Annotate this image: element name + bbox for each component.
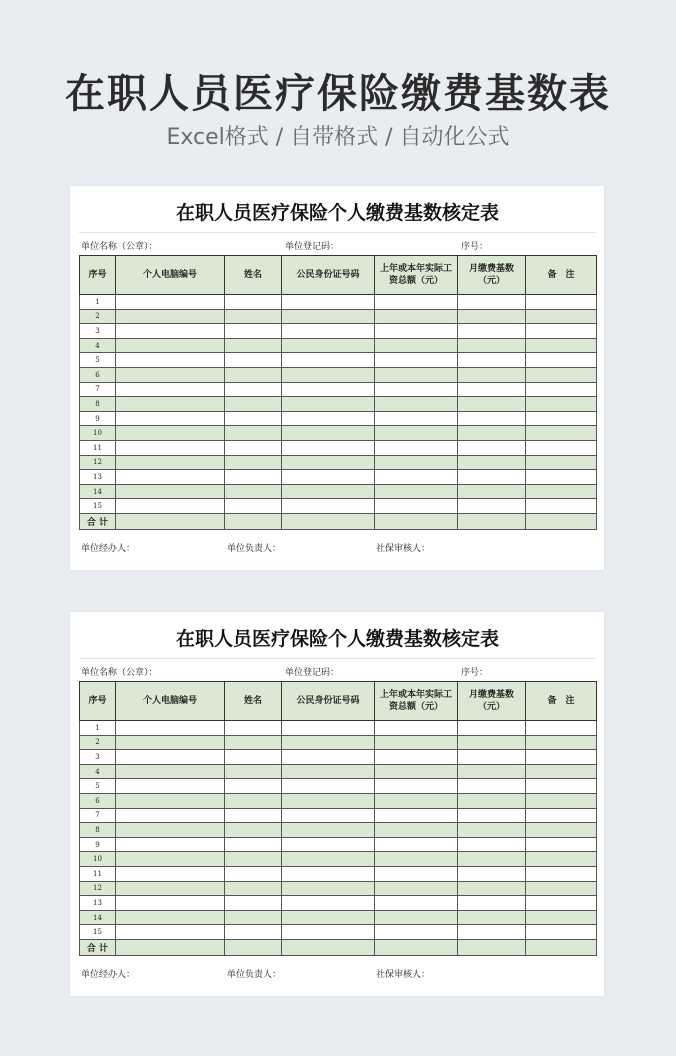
row-number-cell: 6 bbox=[80, 793, 116, 808]
table-row bbox=[80, 866, 597, 881]
row-number-cell: 6 bbox=[80, 367, 116, 382]
row-number-cell: 15 bbox=[80, 925, 116, 940]
table-cell[interactable] bbox=[458, 808, 526, 823]
table-cell[interactable] bbox=[458, 367, 526, 382]
row-number-cell: 12 bbox=[80, 881, 116, 896]
table-cell[interactable] bbox=[458, 866, 526, 881]
row-number-cell: 15 bbox=[80, 499, 116, 514]
table-row bbox=[80, 721, 597, 736]
table-row bbox=[80, 484, 597, 499]
data-table bbox=[79, 681, 597, 956]
total-cell[interactable] bbox=[116, 513, 225, 529]
total-cell[interactable] bbox=[116, 939, 225, 955]
table-cell[interactable] bbox=[282, 397, 375, 412]
table-cell[interactable] bbox=[225, 397, 282, 412]
table-cell[interactable] bbox=[282, 309, 375, 324]
table-cell[interactable] bbox=[458, 896, 526, 911]
table-cell[interactable] bbox=[375, 735, 458, 750]
table-cell[interactable] bbox=[116, 324, 225, 339]
row-number-cell: 5 bbox=[80, 779, 116, 794]
table-row bbox=[80, 455, 597, 470]
table-row bbox=[80, 764, 597, 779]
table-cell[interactable] bbox=[225, 852, 282, 867]
table-cell[interactable] bbox=[526, 309, 597, 324]
table-cell[interactable] bbox=[225, 925, 282, 940]
table-cell[interactable] bbox=[225, 793, 282, 808]
table-cell[interactable] bbox=[458, 484, 526, 499]
sheet-preview-1 bbox=[70, 186, 604, 570]
table-cell[interactable] bbox=[526, 499, 597, 514]
table-cell[interactable] bbox=[375, 324, 458, 339]
table-cell[interactable] bbox=[116, 750, 225, 765]
table-cell[interactable] bbox=[116, 382, 225, 397]
row-number-cell: 13 bbox=[80, 896, 116, 911]
table-cell[interactable] bbox=[458, 309, 526, 324]
table-cell[interactable] bbox=[282, 324, 375, 339]
table-cell[interactable] bbox=[282, 721, 375, 736]
table-cell[interactable] bbox=[225, 338, 282, 353]
total-label: 合 计 bbox=[80, 513, 116, 529]
table-row bbox=[80, 925, 597, 940]
table-cell[interactable] bbox=[375, 499, 458, 514]
table-cell[interactable] bbox=[458, 779, 526, 794]
table-cell[interactable] bbox=[116, 499, 225, 514]
table-cell[interactable] bbox=[116, 779, 225, 794]
table-row bbox=[80, 382, 597, 397]
table-row bbox=[80, 881, 597, 896]
table-cell[interactable] bbox=[225, 324, 282, 339]
table-cell[interactable] bbox=[116, 295, 225, 310]
table-cell[interactable] bbox=[526, 764, 597, 779]
table-cell[interactable] bbox=[375, 925, 458, 940]
unit-name-label: 单位名称（公章）： bbox=[81, 242, 158, 252]
table-cell[interactable] bbox=[458, 910, 526, 925]
signature-row bbox=[79, 956, 596, 986]
auditor-label: 社保审核人： bbox=[376, 543, 431, 554]
table-cell[interactable] bbox=[116, 411, 225, 426]
total-cell[interactable] bbox=[375, 939, 458, 955]
table-cell[interactable] bbox=[526, 837, 597, 852]
table-cell[interactable] bbox=[458, 324, 526, 339]
table-row bbox=[80, 324, 597, 339]
table-row bbox=[80, 411, 597, 426]
table-cell[interactable] bbox=[282, 455, 375, 470]
table-cell[interactable] bbox=[526, 338, 597, 353]
row-number-cell: 1 bbox=[80, 721, 116, 736]
table-cell[interactable] bbox=[526, 852, 597, 867]
table-cell[interactable] bbox=[375, 338, 458, 353]
col-header: 个人电脑编号 bbox=[116, 256, 225, 295]
table-cell[interactable] bbox=[116, 808, 225, 823]
table-cell[interactable] bbox=[526, 896, 597, 911]
table-cell[interactable] bbox=[375, 397, 458, 412]
row-number-cell: 8 bbox=[80, 397, 116, 412]
table-cell[interactable] bbox=[282, 764, 375, 779]
table-cell[interactable] bbox=[458, 852, 526, 867]
table-cell[interactable] bbox=[225, 866, 282, 881]
table-cell[interactable] bbox=[375, 367, 458, 382]
table-row bbox=[80, 793, 597, 808]
table-cell[interactable] bbox=[375, 382, 458, 397]
table-cell[interactable] bbox=[116, 823, 225, 838]
table-cell[interactable] bbox=[526, 910, 597, 925]
unit-reg-label: 单位登记码： bbox=[285, 668, 340, 678]
table-cell[interactable] bbox=[458, 925, 526, 940]
table-cell[interactable] bbox=[458, 823, 526, 838]
table-cell[interactable] bbox=[116, 367, 225, 382]
table-cell[interactable] bbox=[116, 735, 225, 750]
total-cell[interactable] bbox=[282, 513, 375, 529]
table-row bbox=[80, 735, 597, 750]
total-cell[interactable] bbox=[282, 939, 375, 955]
table-cell[interactable] bbox=[116, 338, 225, 353]
total-label: 合 计 bbox=[80, 939, 116, 955]
table-row bbox=[80, 808, 597, 823]
row-number-cell: 7 bbox=[80, 382, 116, 397]
table-cell[interactable] bbox=[225, 295, 282, 310]
row-number-cell: 1 bbox=[80, 295, 116, 310]
table-body bbox=[80, 295, 597, 530]
table-cell[interactable] bbox=[225, 426, 282, 441]
total-cell[interactable] bbox=[375, 513, 458, 529]
serial-label: 序号： bbox=[461, 242, 489, 252]
table-cell[interactable] bbox=[458, 793, 526, 808]
table-cell[interactable] bbox=[282, 426, 375, 441]
table-row bbox=[80, 470, 597, 485]
table-cell[interactable] bbox=[282, 338, 375, 353]
table-cell[interactable] bbox=[526, 470, 597, 485]
data-table bbox=[79, 255, 597, 530]
table-cell[interactable] bbox=[116, 925, 225, 940]
col-header: 姓名 bbox=[225, 256, 282, 295]
row-number-cell: 5 bbox=[80, 353, 116, 368]
col-header: 序号 bbox=[80, 682, 116, 721]
table-cell[interactable] bbox=[116, 470, 225, 485]
col-header: 月缴费基数（元） bbox=[458, 682, 526, 721]
table-cell[interactable] bbox=[375, 426, 458, 441]
table-cell[interactable] bbox=[225, 896, 282, 911]
table-cell[interactable] bbox=[282, 881, 375, 896]
table-cell[interactable] bbox=[282, 750, 375, 765]
sheet-title: 在职人员医疗保险个人缴费基数核定表 bbox=[79, 194, 596, 233]
table-cell[interactable] bbox=[375, 866, 458, 881]
table-row bbox=[80, 338, 597, 353]
col-header: 上年或本年实际工资总额（元） bbox=[375, 682, 458, 721]
row-number-cell: 7 bbox=[80, 808, 116, 823]
table-cell[interactable] bbox=[116, 852, 225, 867]
table-cell[interactable] bbox=[375, 750, 458, 765]
row-number-cell: 2 bbox=[80, 735, 116, 750]
table-cell[interactable] bbox=[375, 779, 458, 794]
table-cell[interactable] bbox=[225, 764, 282, 779]
table-cell[interactable] bbox=[225, 735, 282, 750]
leader-label: 单位负责人： bbox=[227, 543, 282, 554]
row-number-cell: 14 bbox=[80, 484, 116, 499]
table-cell[interactable] bbox=[375, 837, 458, 852]
table-row bbox=[80, 397, 597, 412]
table-cell[interactable] bbox=[526, 484, 597, 499]
row-number-cell: 8 bbox=[80, 823, 116, 838]
table-row bbox=[80, 823, 597, 838]
table-cell[interactable] bbox=[526, 808, 597, 823]
table-cell[interactable] bbox=[282, 367, 375, 382]
table-cell[interactable] bbox=[116, 397, 225, 412]
row-number-cell: 10 bbox=[80, 852, 116, 867]
table-cell[interactable] bbox=[225, 779, 282, 794]
table-cell[interactable] bbox=[282, 910, 375, 925]
table-cell[interactable] bbox=[458, 735, 526, 750]
table-cell[interactable] bbox=[282, 793, 375, 808]
table-row bbox=[80, 309, 597, 324]
table-cell[interactable] bbox=[458, 750, 526, 765]
total-cell[interactable] bbox=[225, 513, 282, 529]
table-cell[interactable] bbox=[225, 750, 282, 765]
table-cell[interactable] bbox=[375, 295, 458, 310]
table-cell[interactable] bbox=[225, 499, 282, 514]
table-cell[interactable] bbox=[526, 440, 597, 455]
row-number-cell: 11 bbox=[80, 440, 116, 455]
table-cell[interactable] bbox=[225, 309, 282, 324]
table-cell[interactable] bbox=[282, 896, 375, 911]
row-number-cell: 3 bbox=[80, 750, 116, 765]
table-row bbox=[80, 779, 597, 794]
page-subtitle: Excel格式 / 自带格式 / 自动化公式 bbox=[166, 125, 510, 150]
table-cell[interactable] bbox=[458, 353, 526, 368]
table-cell[interactable] bbox=[282, 735, 375, 750]
handler-label: 单位经办人： bbox=[81, 969, 136, 980]
table-cell[interactable] bbox=[282, 382, 375, 397]
col-header: 备 注 bbox=[526, 256, 597, 295]
table-cell[interactable] bbox=[375, 823, 458, 838]
signature-row bbox=[79, 530, 596, 560]
table-row bbox=[80, 426, 597, 441]
row-number-cell: 14 bbox=[80, 910, 116, 925]
table-cell[interactable] bbox=[116, 309, 225, 324]
table-cell[interactable] bbox=[225, 367, 282, 382]
table-cell[interactable] bbox=[458, 721, 526, 736]
table-cell[interactable] bbox=[116, 455, 225, 470]
sheet-title: 在职人员医疗保险个人缴费基数核定表 bbox=[79, 620, 596, 659]
table-cell[interactable] bbox=[225, 440, 282, 455]
table-cell[interactable] bbox=[116, 440, 225, 455]
table-cell[interactable] bbox=[526, 721, 597, 736]
table-row bbox=[80, 910, 597, 925]
table-cell[interactable] bbox=[282, 411, 375, 426]
table-cell[interactable] bbox=[375, 852, 458, 867]
table-cell[interactable] bbox=[458, 426, 526, 441]
total-cell[interactable] bbox=[526, 939, 597, 955]
table-row bbox=[80, 750, 597, 765]
table-cell[interactable] bbox=[225, 910, 282, 925]
table-cell[interactable] bbox=[526, 367, 597, 382]
table-cell[interactable] bbox=[225, 808, 282, 823]
table-cell[interactable] bbox=[526, 735, 597, 750]
table-cell[interactable] bbox=[526, 823, 597, 838]
table-cell[interactable] bbox=[375, 440, 458, 455]
table-cell[interactable] bbox=[458, 338, 526, 353]
table-cell[interactable] bbox=[526, 779, 597, 794]
col-header: 公民身份证号码 bbox=[282, 256, 375, 295]
table-header-row bbox=[80, 682, 597, 721]
table-cell[interactable] bbox=[116, 484, 225, 499]
row-number-cell: 13 bbox=[80, 470, 116, 485]
total-cell[interactable] bbox=[458, 513, 526, 529]
table-cell[interactable] bbox=[116, 793, 225, 808]
table-cell[interactable] bbox=[375, 721, 458, 736]
table-cell[interactable] bbox=[458, 764, 526, 779]
unit-reg-label: 单位登记码： bbox=[285, 242, 340, 252]
total-cell[interactable] bbox=[526, 513, 597, 529]
table-cell[interactable] bbox=[282, 295, 375, 310]
row-number-cell: 12 bbox=[80, 455, 116, 470]
table-row bbox=[80, 353, 597, 368]
table-cell[interactable] bbox=[116, 866, 225, 881]
table-cell[interactable] bbox=[458, 295, 526, 310]
row-number-cell: 9 bbox=[80, 411, 116, 426]
table-cell[interactable] bbox=[375, 470, 458, 485]
unit-name-label: 单位名称（公章）： bbox=[81, 668, 158, 678]
table-cell[interactable] bbox=[526, 455, 597, 470]
table-cell[interactable] bbox=[225, 823, 282, 838]
table-cell[interactable] bbox=[526, 353, 597, 368]
table-cell[interactable] bbox=[116, 910, 225, 925]
table-cell[interactable] bbox=[375, 896, 458, 911]
table-cell[interactable] bbox=[458, 382, 526, 397]
table-cell[interactable] bbox=[526, 426, 597, 441]
table-cell[interactable] bbox=[375, 455, 458, 470]
table-cell[interactable] bbox=[282, 852, 375, 867]
row-number-cell: 3 bbox=[80, 324, 116, 339]
table-cell[interactable] bbox=[225, 837, 282, 852]
table-cell[interactable] bbox=[458, 470, 526, 485]
table-cell[interactable] bbox=[375, 309, 458, 324]
table-row bbox=[80, 896, 597, 911]
table-row bbox=[80, 295, 597, 310]
table-cell[interactable] bbox=[458, 499, 526, 514]
row-number-cell: 9 bbox=[80, 837, 116, 852]
table-cell[interactable] bbox=[116, 764, 225, 779]
table-cell[interactable] bbox=[526, 925, 597, 940]
table-cell[interactable] bbox=[225, 353, 282, 368]
table-cell[interactable] bbox=[225, 411, 282, 426]
table-cell[interactable] bbox=[526, 750, 597, 765]
table-cell[interactable] bbox=[458, 440, 526, 455]
table-cell[interactable] bbox=[116, 426, 225, 441]
table-cell[interactable] bbox=[526, 324, 597, 339]
total-row bbox=[80, 939, 597, 955]
table-cell[interactable] bbox=[375, 808, 458, 823]
table-cell[interactable] bbox=[282, 779, 375, 794]
table-cell[interactable] bbox=[116, 837, 225, 852]
table-cell[interactable] bbox=[375, 353, 458, 368]
table-cell[interactable] bbox=[225, 721, 282, 736]
col-header: 上年或本年实际工资总额（元） bbox=[375, 256, 458, 295]
table-cell[interactable] bbox=[282, 484, 375, 499]
auditor-label: 社保审核人： bbox=[376, 969, 431, 980]
table-cell[interactable] bbox=[375, 764, 458, 779]
col-header: 公民身份证号码 bbox=[282, 682, 375, 721]
table-row bbox=[80, 852, 597, 867]
table-cell[interactable] bbox=[375, 484, 458, 499]
handler-label: 单位经办人： bbox=[81, 543, 136, 554]
page-title: 在职人员医疗保险缴费基数表 bbox=[65, 71, 611, 117]
table-cell[interactable] bbox=[375, 411, 458, 426]
table-row bbox=[80, 367, 597, 382]
table-cell[interactable] bbox=[225, 455, 282, 470]
table-cell[interactable] bbox=[282, 823, 375, 838]
table-cell[interactable] bbox=[526, 397, 597, 412]
table-cell[interactable] bbox=[116, 896, 225, 911]
table-cell[interactable] bbox=[116, 353, 225, 368]
table-cell[interactable] bbox=[225, 484, 282, 499]
total-row bbox=[80, 513, 597, 529]
table-cell[interactable] bbox=[375, 881, 458, 896]
table-cell[interactable] bbox=[225, 470, 282, 485]
table-cell[interactable] bbox=[458, 397, 526, 412]
table-cell[interactable] bbox=[526, 295, 597, 310]
table-cell[interactable] bbox=[526, 866, 597, 881]
table-cell[interactable] bbox=[225, 382, 282, 397]
table-cell[interactable] bbox=[282, 808, 375, 823]
table-cell[interactable] bbox=[116, 881, 225, 896]
table-cell[interactable] bbox=[458, 837, 526, 852]
row-number-cell: 2 bbox=[80, 309, 116, 324]
row-number-cell: 11 bbox=[80, 866, 116, 881]
table-cell[interactable] bbox=[116, 721, 225, 736]
table-cell[interactable] bbox=[526, 793, 597, 808]
table-cell[interactable] bbox=[458, 411, 526, 426]
total-cell[interactable] bbox=[225, 939, 282, 955]
table-row bbox=[80, 440, 597, 455]
table-row bbox=[80, 499, 597, 514]
table-cell[interactable] bbox=[225, 881, 282, 896]
table-row bbox=[80, 837, 597, 852]
table-cell[interactable] bbox=[526, 411, 597, 426]
col-header: 姓名 bbox=[225, 682, 282, 721]
table-cell[interactable] bbox=[458, 455, 526, 470]
table-header-row bbox=[80, 256, 597, 295]
info-row bbox=[79, 233, 596, 255]
table-cell[interactable] bbox=[282, 499, 375, 514]
table-cell[interactable] bbox=[282, 470, 375, 485]
table-cell[interactable] bbox=[282, 866, 375, 881]
table-body bbox=[80, 721, 597, 956]
serial-label: 序号： bbox=[461, 668, 489, 678]
table-cell[interactable] bbox=[526, 881, 597, 896]
col-header: 月缴费基数（元） bbox=[458, 256, 526, 295]
row-number-cell: 10 bbox=[80, 426, 116, 441]
table-cell[interactable] bbox=[282, 925, 375, 940]
table-cell[interactable] bbox=[282, 440, 375, 455]
col-header: 备 注 bbox=[526, 682, 597, 721]
col-header: 序号 bbox=[80, 256, 116, 295]
table-cell[interactable] bbox=[282, 837, 375, 852]
sheet-preview-2 bbox=[70, 612, 604, 996]
row-number-cell: 4 bbox=[80, 764, 116, 779]
row-number-cell: 4 bbox=[80, 338, 116, 353]
info-row bbox=[79, 659, 596, 681]
col-header: 个人电脑编号 bbox=[116, 682, 225, 721]
leader-label: 单位负责人： bbox=[227, 969, 282, 980]
table-cell[interactable] bbox=[375, 793, 458, 808]
table-cell[interactable] bbox=[282, 353, 375, 368]
table-cell[interactable] bbox=[526, 382, 597, 397]
table-cell[interactable] bbox=[458, 881, 526, 896]
total-cell[interactable] bbox=[458, 939, 526, 955]
table-cell[interactable] bbox=[375, 910, 458, 925]
